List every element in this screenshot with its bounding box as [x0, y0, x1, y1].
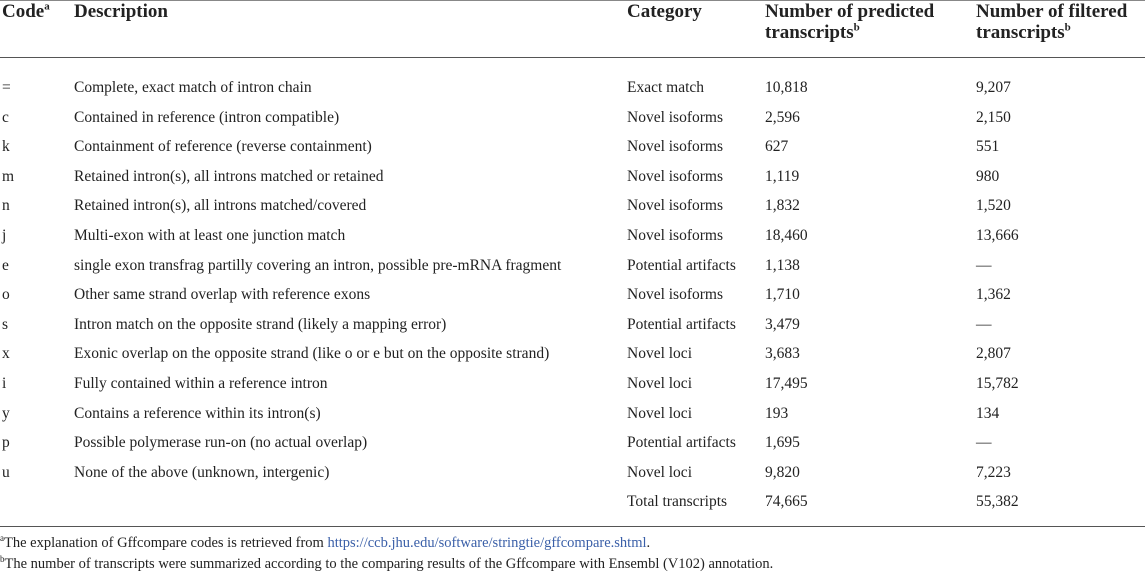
cell-code: n [2, 197, 10, 215]
header-predicted-line1: Number of predicted [765, 1, 935, 22]
header-filtered-line2 [976, 22, 1127, 43]
cell-filtered: 2,150 [976, 108, 1011, 126]
table-row [0, 458, 1145, 488]
cell-category: Novel isoforms [627, 197, 724, 215]
table-row [0, 103, 1145, 133]
header-predicted-footnote-mark: b [853, 21, 860, 34]
data-table [0, 0, 1145, 58]
cell-filtered: 9,207 [976, 79, 1011, 96]
header-code-footnote-mark: a [44, 0, 50, 13]
cell-predicted: 1,710 [765, 286, 800, 304]
cell-predicted: 627 [765, 138, 789, 156]
cell-category: Novel isoforms [627, 226, 724, 244]
table-row [0, 162, 1145, 192]
header-code [2, 1, 50, 22]
table-row [0, 191, 1145, 221]
cell-category: Novel isoforms [627, 108, 724, 126]
header-code-label: Code [2, 1, 45, 22]
cell-category: Novel isoforms [627, 167, 724, 185]
footnote-a-link[interactable]: https://ccb.jhu.edu/software/stringtie/gffcompare.shtml [327, 535, 647, 551]
cell-predicted: 2,596 [765, 108, 800, 126]
footnote-b-text: The number of transcripts were summarized according to the comparing results of the Gffcompare with Ensembl (V102) annotation. [4, 556, 774, 572]
table-row [0, 73, 1145, 103]
cell-category: Novel loci [627, 463, 692, 481]
cell-predicted: 193 [765, 404, 789, 422]
table-header [0, 0, 1145, 58]
cell-predicted: 1,695 [765, 434, 800, 452]
cell-predicted: 9,820 [765, 463, 800, 481]
cell-description: single exon transfrag partilly covering an intron, possible pre-mRNA fragment [74, 256, 562, 274]
table-bottom-rule [0, 526, 1145, 527]
cell-category: Novel loci [627, 345, 692, 363]
cell-filtered: 13,666 [976, 226, 1019, 244]
cell-description: Contains a reference within its intron(s) [74, 404, 321, 422]
cell-description: Intron match on the opposite strand (likely a mapping error) [74, 315, 447, 333]
header-filtered-footnote-mark: b [1064, 21, 1071, 34]
cell-predicted: 3,479 [765, 315, 800, 333]
cell-filtered: — [976, 315, 992, 333]
cell-description: Containment of reference (reverse containment) [74, 138, 372, 156]
cell-category: Potential artifacts [627, 256, 736, 274]
header-filtered-line1: Number of filtered [976, 1, 1128, 22]
cell-description: Fully contained within a reference intron [74, 374, 328, 392]
table-row [0, 399, 1145, 429]
table-row [0, 339, 1145, 369]
cell-description: Retained intron(s), all introns matched/covered [74, 197, 367, 215]
cell-code: m [2, 167, 15, 185]
footnote-b [0, 554, 1145, 575]
cell-description: Complete, exact match of intron chain [74, 79, 312, 96]
header-filtered-line2-text: transcripts [976, 22, 1065, 43]
cell-code: i [2, 374, 7, 392]
cell-description: None of the above (unknown, intergenic) [74, 463, 330, 481]
footnotes [0, 533, 1145, 575]
table-row-total [0, 487, 1145, 517]
cell-code: s [2, 315, 9, 333]
cell-category: Novel isoforms [627, 138, 724, 156]
cell-category: Total transcripts [627, 493, 728, 511]
table-row [0, 280, 1145, 310]
cell-category: Potential artifacts [627, 315, 736, 333]
cell-category: Exact match [627, 79, 705, 96]
cell-code: o [2, 286, 10, 304]
cell-predicted: 74,665 [765, 493, 808, 511]
table-row [0, 369, 1145, 399]
cell-predicted: 1,138 [765, 256, 800, 274]
header-description: Description [74, 1, 168, 22]
cell-description: Contained in reference (intron compatible) [74, 108, 340, 126]
cell-filtered: 1,520 [976, 197, 1011, 215]
cell-predicted: 1,119 [765, 167, 800, 185]
cell-predicted: 10,818 [765, 79, 808, 96]
table-row [0, 221, 1145, 251]
cell-code: y [2, 404, 10, 422]
cell-category: Novel loci [627, 374, 692, 392]
cell-filtered: 15,782 [976, 374, 1019, 392]
header-predicted-line2 [765, 22, 934, 43]
cell-code: j [2, 226, 7, 244]
cell-predicted: 3,683 [765, 345, 800, 363]
footnote-a-text: The explanation of Gffcompare codes is retrieved from [4, 535, 328, 551]
cell-filtered: 2,807 [976, 345, 1011, 363]
cell-code: c [2, 108, 9, 126]
cell-description: Possible polymerase run-on (no actual overlap) [74, 434, 368, 452]
footnote-a-mark: a [0, 533, 4, 544]
table-row [0, 132, 1145, 162]
cell-filtered: 1,362 [976, 286, 1011, 304]
cell-filtered: 7,223 [976, 463, 1011, 481]
cell-predicted: 18,460 [765, 226, 808, 244]
cell-filtered: 134 [976, 404, 1000, 422]
cell-description: Other same strand overlap with reference exons [74, 286, 371, 304]
header-filtered [976, 1, 1127, 43]
footnote-b-mark: b [0, 554, 5, 565]
footnote-a [0, 533, 1145, 554]
cell-description: Exonic overlap on the opposite strand (like o or e but on the opposite strand) [74, 345, 550, 363]
cell-filtered: — [976, 256, 992, 274]
cell-code: x [2, 345, 10, 363]
cell-filtered: 980 [976, 167, 1000, 185]
cell-category: Novel isoforms [627, 286, 724, 304]
table-row [0, 310, 1145, 340]
cell-predicted: 1,832 [765, 197, 800, 215]
header-predicted-line2-text: transcripts [765, 22, 854, 43]
cell-code: e [2, 256, 9, 274]
cell-code: p [2, 434, 10, 452]
cell-filtered: — [976, 434, 992, 452]
header-category: Category [627, 1, 702, 22]
cell-code: k [2, 138, 10, 156]
table-row [0, 251, 1145, 281]
cell-filtered: 55,382 [976, 493, 1019, 511]
cell-code: = [2, 79, 11, 96]
cell-filtered: 551 [976, 138, 1000, 156]
cell-category: Potential artifacts [627, 434, 736, 452]
cell-code: u [2, 463, 10, 481]
table-row [0, 428, 1145, 458]
cell-description: Retained intron(s), all introns matched or retained [74, 167, 384, 185]
footnote-a-end: . [646, 535, 651, 551]
cell-category: Novel loci [627, 404, 692, 422]
table-body [0, 73, 1145, 517]
header-predicted [765, 1, 934, 43]
cell-predicted: 17,495 [765, 374, 808, 392]
cell-description: Multi-exon with at least one junction match [74, 226, 346, 244]
